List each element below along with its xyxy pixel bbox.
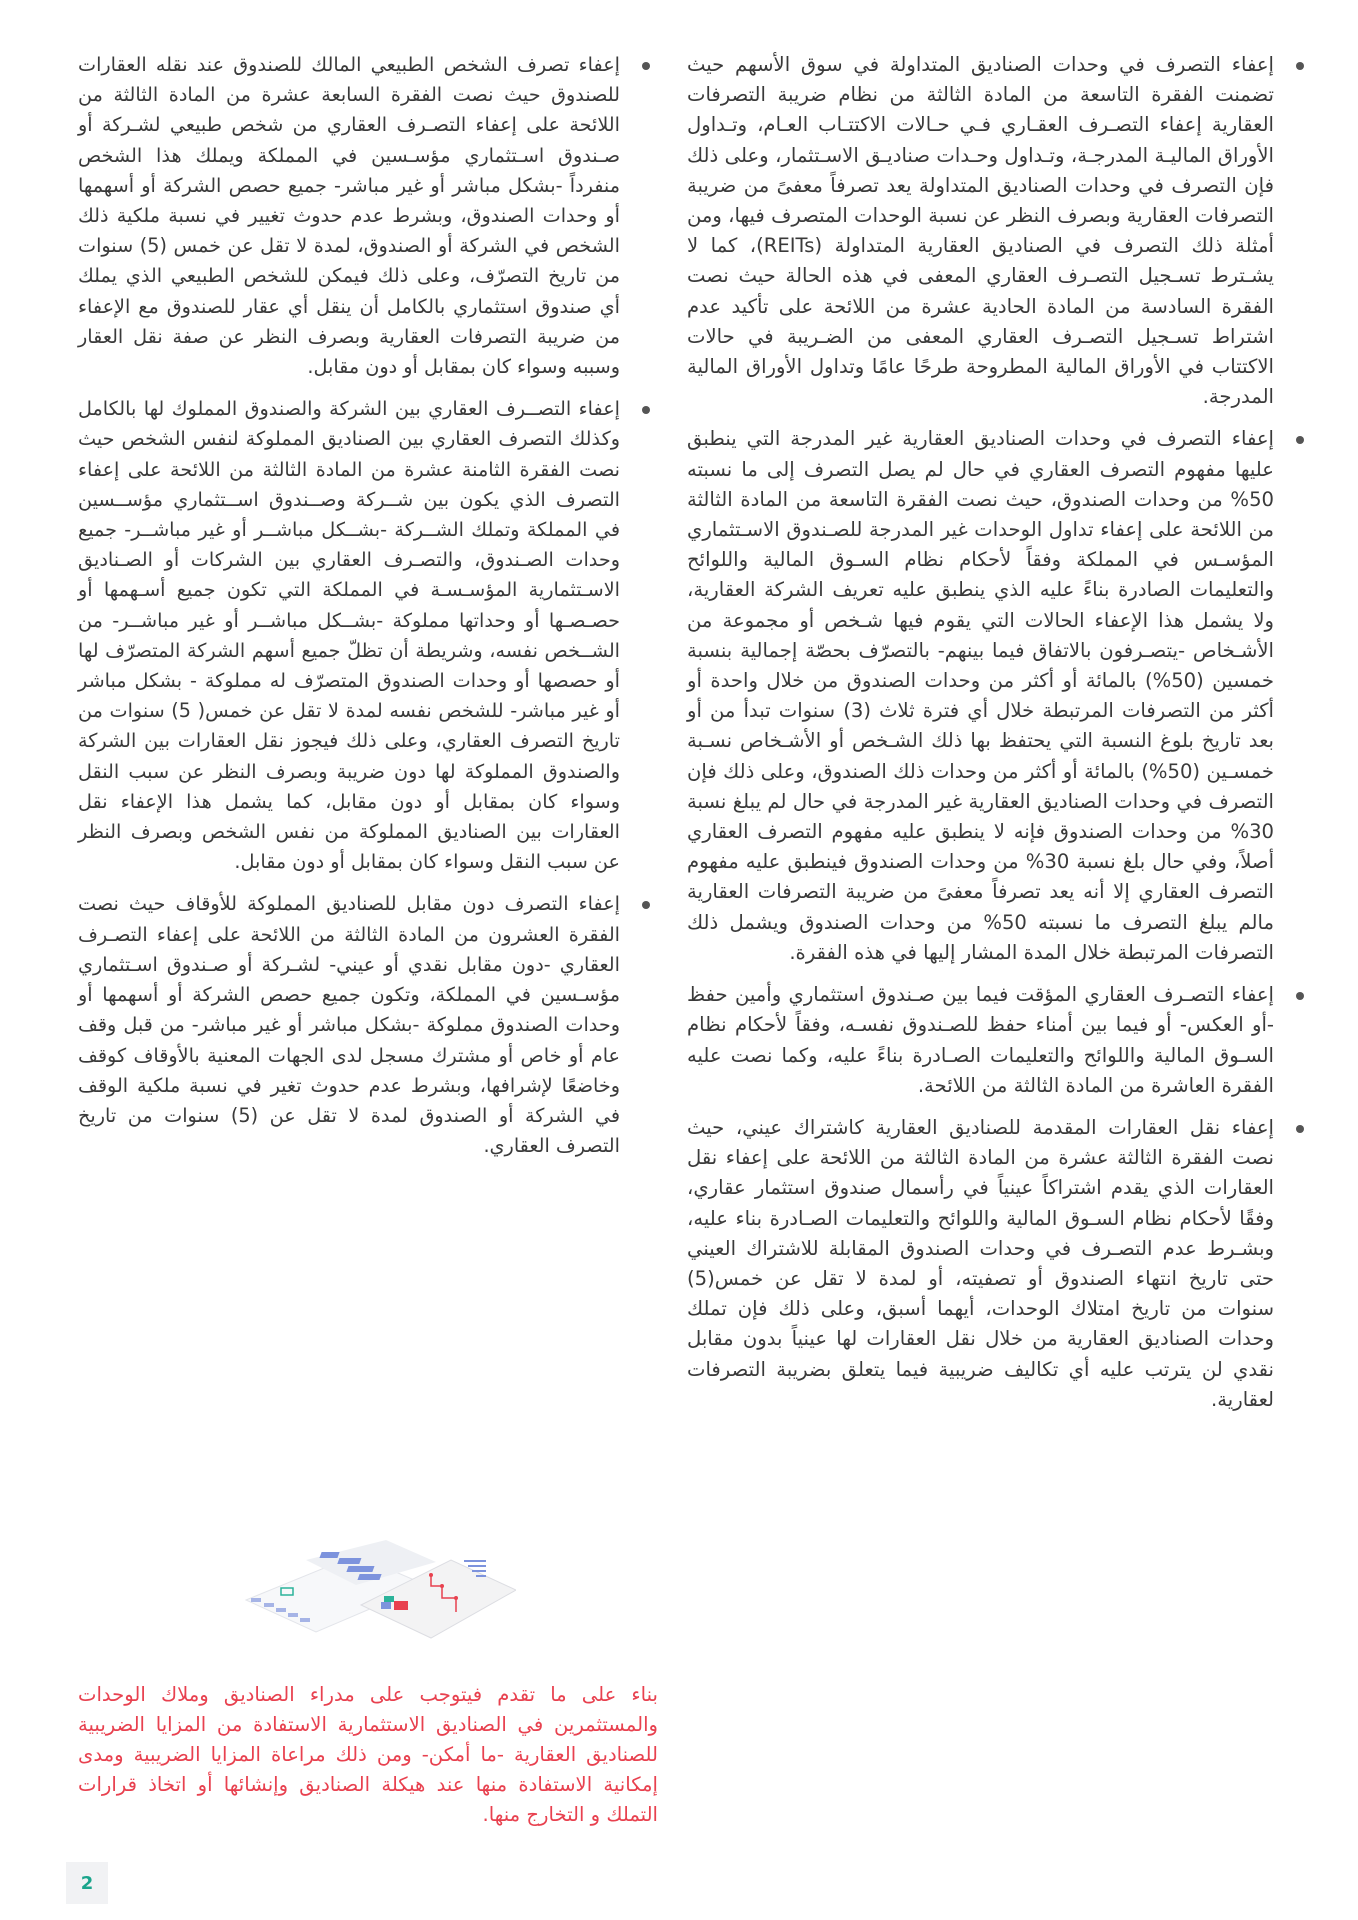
page-number: 2 [66, 1862, 108, 1904]
bullet-icon [1296, 436, 1304, 444]
conclusion-paragraph: بناء على ما تقدم فيتوجب على مدراء الصناديق وملاك الوحدات والمستثمرين في الصناديق الاستثمارية الاستفادة من المزايا الضريبية للصناديق العقارية -ما أمكن- ومن ذلك مراعاة المزايا الضريبية ومدى إمكانية الاستفادة منها عند هيكلة الصناديق وإنشائها أو اتخاذ قرارات التملك و التخارج منها. [78, 1682, 658, 1827]
list-item-text: إعفاء تصرف الشخص الطبيعي المالك للصندوق عند نقله العقارات للصندوق حيث نصت الفقرة السابعة عشرة من المادة الثالثة من اللائحة على إعفاء التصـرف العقاري من شخص طبيعي لشـركة أو صـندوق اسـتثماري مؤسـسين في المملكة ويملك هذا الشخص منفرداً -بشكل مباشر أو غير مباشر- جميع حصص الشركة أو أسهمها أو وحدات الصندوق، وبشرط عدم حدوث تغيير في نسبة ملكية ذلك الشخص في الشركة أو الصندوق، لمدة لا تقل عن خمس (5) سنوات من تاريخ التصرّف، وعلى ذلك فيمكن للشخص الطبيعي الذي يملك أي صندوق استثماري بالكامل أن ينقل أي عقار للصندوق مع الإعفاء من ضريبة التصرفات العقارية وبصرف النظر عن صفة نقل العقار وسببه وسواء كان بمقابل أو دون مقابل. [78, 53, 620, 379]
list-item-text: إعفاء التصرف في وحدات الصناديق العقارية غير المدرجة التي ينطبق عليها مفهوم التصرف العقاري في حال لم يصل التصرف إلى ما نسبته 50% من وحدات الصندوق، حيث نصت الفقرة التاسعة من المادة الثالثة من اللائحة على إعفاء تداول الوحدات غير المدرجة للصـندوق الاسـتثماري المؤسـس في المملكة وفقاً لأحكام نظام السـوق المالية واللوائح والتعليمات الصادرة بناءً عليه الذي ينطبق عليه تعريف الشركة العقارية، ولا يشمل هذا الإعفاء الحالات التي يقوم فيها شـخص أو مجموعة من الأشـخاص -يتصـرفون بالاتفاق فيما بينهم- بالتصرّف بحصّة إجمالية بنسبة خمسين (50%) بالمائة أو أكثر من وحدات الصندوق من خلال واحدة أو أكثر من التصرفات المرتبطة خلال أي فترة ثلاث (3) سنوات تبدأ من أو بعد تاريخ بلوغ النسبة التي يحتفظ بها ذلك الشـخص أو الأشـخاص نسـبة خمسـين (50%) بالمائة أو أكثر من وحدات ذلك الصندوق، وعلى ذلك فإن التصرف في وحدات الصناديق العقارية غير المدرجة في حال لم يبلغ نسبة 30% من وحدات الصندوق فإنه لا ينطبق عليه مفهوم التصرف العقاري أصلاً، وفي حال بلغ نسبة 30% من وحدات الصندوق فينطبق عليه مفهوم التصرف العقاري إلا أنه يعد تصرفاً معفىً من ضريبة التصرفات العقارية مالم يبلغ التصرف ما نسبته 50% من وحدات الصندوق ويشمل ذلك التصرفات المرتبطة خلال المدة المشار إليها في هذه الفقرة. [687, 427, 1275, 964]
list-item [78, 889, 658, 1161]
bullet-icon [642, 901, 650, 909]
list-item [78, 394, 658, 877]
list-item [78, 50, 658, 382]
list-item [687, 424, 1312, 968]
bullet-icon [1296, 62, 1304, 70]
right-column [687, 50, 1312, 1427]
list-item [687, 1113, 1312, 1415]
bullet-icon [1296, 992, 1304, 1000]
list-item-text: إعفاء التصرف في وحدات الصناديق المتداولة في سوق الأسهم حيث تضمنت الفقرة التاسعة من المادة الثالثة من نظام ضريبة التصرفات العقارية إعفاء التصـرف العقـاري فـي حـالات الاكتتـاب العـام، وتـداول الأوراق الماليـة المدرجـة، وتـداول وحـدات صناديـق الاسـتثمار، وعلى ذلك فإن التصرف في وحدات الصناديق المتداولة يعد تصرفاً معفىً من ضريبة التصرفات العقارية وبصرف النظر عن نسبة الوحدات المتصرف فيها، ومن أمثلة ذلك التصرف في الصناديق العقارية المتداولة (REITs)، كما لا يشـترط تسـجيل التصـرف العقاري المعفى في هذه الحالة حيث نصت الفقرة السادسة من المادة الحادية عشرة من اللائحة على تأكيد عدم اشتراط تسـجيل التصـرف العقاري المعفى من الضـريبة في حالات الاكتتاب في الأوراق المالية المطروحة طرحًا عامًا وتداول الأوراق المالية المدرجة. [687, 53, 1274, 409]
list-item [687, 980, 1312, 1101]
exemptions-list-left [78, 50, 658, 1161]
left-column [78, 50, 658, 1173]
list-item-text: إعفاء نقل العقارات المقدمة للصناديق العقارية كاشتراك عيني، حيث نصت الفقرة الثالثة عشرة من المادة الثالثة من اللائحة على إعفاء نقل العقارات الذي يقدم اشتراكاً عينياً في رأسمال صندوق استثمار عقاري، وفقًا لأحكام نظام السـوق المالية واللوائح والتعليمات الصـادرة بناء عليه، وبشـرط عدم التصـرف في وحدات الصندوق المقابلة للاشتراك العيني حتى تاريخ انتهاء الصندوق أو تصفيته، أو لمدة لا تقل عن خمس(5) سنوات من تاريخ امتلاك الوحدات، أيهما أسبق، وعلى ذلك فإن تملك وحدات الصناديق العقارية من خلال نقل العقارات لها عينياً بدون مقابل نقدي لن يترتب عليه أي تكاليف ضريبية فيما يتعلق بضريبة التصرفات لعقارية. [687, 1115, 1274, 1411]
list-item-text: إعفاء التصرف دون مقابل للصناديق المملوكة للأوقاف حيث نصت الفقرة العشرون من المادة الثالثة من اللائحة على إعفاء التصـرف العقاري -دون مقابل نقدي أو عيني- لشـركة أو صـندوق اسـتثماري مؤسـسين في المملكة، وتكون جميع حصص الشركة أو أسهمها أو وحدات الصندوق مملوكة -بشكل مباشر أو غير مباشر- من قبل وقف عام أو خاص أو مشترك مسجل لدى الجهات المعنية بالأوقاف كوقف وخاضعًا لإشرافها، وبشرط عدم حدوث تغير في نسبة ملكية الوقف في الشركة أو الصندوق لمدة لا تقل عن (5) سنوات من تاريخ التصرف العقاري. [78, 892, 620, 1158]
list-item-text: إعفاء التصــرف العقاري بين الشركة والصندوق المملوك لها بالكامل وكذلك التصرف العقاري بين الصناديق المملوكة لنفس الشخص حيث نصت الفقرة الثامنة عشرة من المادة الثالثة من اللائحة على إعفاء التصرف الذي يكون بين شــركة وصــندوق اســتثماري مؤســسين في المملكة وتملك الشــركة -بشــكل مباشــر أو غير مباشــر- جميع وحدات الصـندوق، والتصـرف العقاري بين الشركات أو الصـناديق الاسـتثمارية المؤسـسـة في المملكة التي تكون جميع أسـهمها أو حصـصـها أو وحداتها مملوكة -بشــكل مباشــر أو غير مباشــر- من الشــخص نفسه، وشريطة أن تظلّ جميع أسهم الشركة المتصرّف لها أو حصصها أو وحدات الصندوق المتصرّف له مملوكة - بشكل مباشر أو غير مباشر- للشخص نفسه لمدة لا تقل عن خمس( 5) سنوات من تاريخ التصرف العقاري، وعلى ذلك فيجوز نقل العقارات بين الشركة والصندوق المملوكة لها دون ضريبة وبصرف النظر عن سبب النقل وسواء كان بمقابل أو دون مقابل، كما يشمل هذا الإعفاء نقل العقارات بين الصناديق المملوكة من نفس الشخص وبصرف النظر عن سبب النقل وسواء كان بمقابل أو دون مقابل. [78, 397, 620, 874]
list-item [687, 50, 1312, 412]
exemptions-list-right [687, 50, 1312, 1415]
list-item-text: إعفاء التصـرف العقاري المؤقت فيما بين صـندوق استثماري وأمين حفظ -أو العكس- أو فيما بين أمناء حفظ للصـندوق نفسـه، وفقاً لأحكام نظام السـوق المالية واللوائح والتعليمات الصـادرة بناءً عليه، وكما نصت عليه الفقرة العاشرة من المادة الثالثة من اللائحة. [687, 983, 1274, 1097]
bullet-icon [642, 406, 650, 414]
bullet-icon [642, 62, 650, 70]
bullet-icon [1296, 1125, 1304, 1133]
financial-documents-illustration-icon [236, 1540, 516, 1650]
